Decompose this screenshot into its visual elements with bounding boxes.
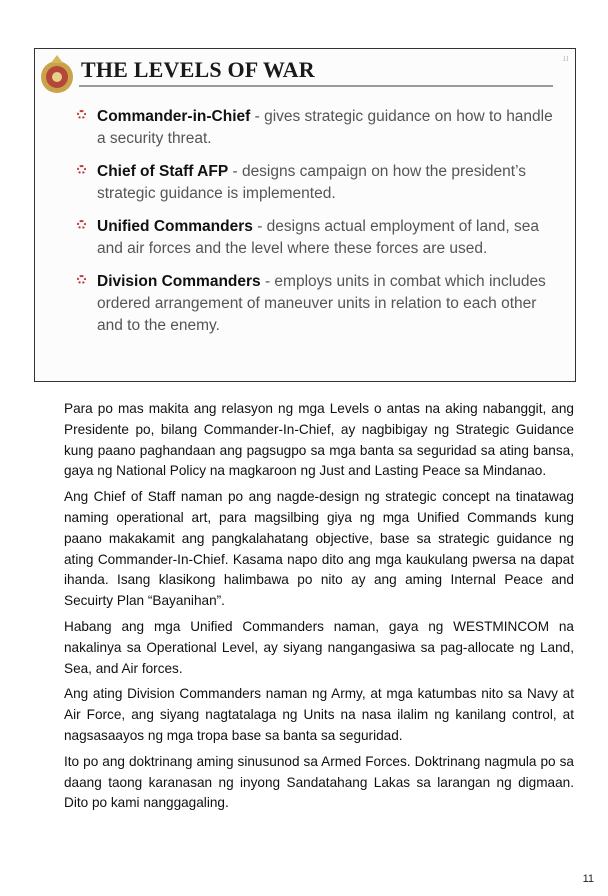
bullet-icon <box>77 110 86 119</box>
page-number: 11 <box>582 873 594 885</box>
list-item <box>77 161 557 205</box>
afp-seal-icon <box>39 53 75 95</box>
slide-image <box>34 48 576 382</box>
body-text <box>64 399 574 819</box>
bullet-term: Commander-in-Chief <box>97 108 251 125</box>
bullet-term: Unified Commanders <box>97 218 253 235</box>
paragraph: Para po mas makita ang relasyon ng mga Levels o antas na aking nabanggit, ang Presidente po, bilang Commander-In-Chief, ay nagbibigay ng Strategic Guidance kung paano paghandaan ang pagsugpo sa mga banta sa seguridad sa ating bansa, gaya ng National Policy na magkaroon ng Just and Lasting Peace sa Mindanao. <box>64 401 574 479</box>
bullet-text: - designs actual employment of land, sea and air forces and the level where these forces are used. <box>97 218 539 257</box>
slide-title: THE LEVELS OF WAR <box>81 57 315 82</box>
paragraph: Ang ating Division Commanders naman ng Army, at mga katumbas nito sa Navy at Air Force, ang siyang nagtatalaga ng Units na nasa ilalim ng kanilang control, at nagsasaayos ng mga tropa base sa banta sa seguridad. <box>64 686 574 743</box>
levels-list <box>77 106 557 348</box>
list-item <box>77 271 557 337</box>
bullet-icon <box>77 220 86 229</box>
paragraph: Habang ang mga Unified Commanders naman, gaya ng WESTMINCOM na nakalinya sa Operational Level, ay siyang nangangasiwa sa pag-allocate ng Land, Sea, and Air forces. <box>64 618 574 676</box>
bullet-icon <box>77 275 86 284</box>
title-divider <box>79 85 553 87</box>
bullet-icon <box>77 165 86 174</box>
bullet-text: - designs campaign on how the president’s strategic guidance is implemented. <box>97 163 527 202</box>
list-item <box>77 106 557 150</box>
bullet-term: Division Commanders <box>97 273 261 290</box>
bullet-text: - employs units in combat which includes ordered arrangement of maneuver units in relation to each other and to the enemy. <box>97 273 546 334</box>
slide-number: 11 <box>562 55 569 63</box>
paragraph: Ang Chief of Staff naman po ang nagde-design ng strategic concept na tinatawag naming operational art, para magsilbing giya ng mga Unified Commands kung paano makakamit ang pangkalahatang objective, base sa strategic guidance ng ating Commander-In-Chief. Kasama napo dito ang mga kaukulang pwersa na dapat ihanda. Isang klasikong halimbawa po nito ay ang aming Internal Peace and Secuirty Plan “Bayanihan”. <box>64 489 574 609</box>
bullet-term: Chief of Staff AFP <box>97 163 229 180</box>
paragraph: Ito po ang doktrinang aming sinusunod sa Armed Forces. Doktrinang nagmula po sa daang taong karanasan ng inyong Sandatahang Lakas sa larangan ng digmaan. Dito po kami nanggagaling. <box>64 753 574 811</box>
list-item <box>77 216 557 260</box>
bullet-text: - gives strategic guidance on how to handle a security threat. <box>97 108 553 147</box>
